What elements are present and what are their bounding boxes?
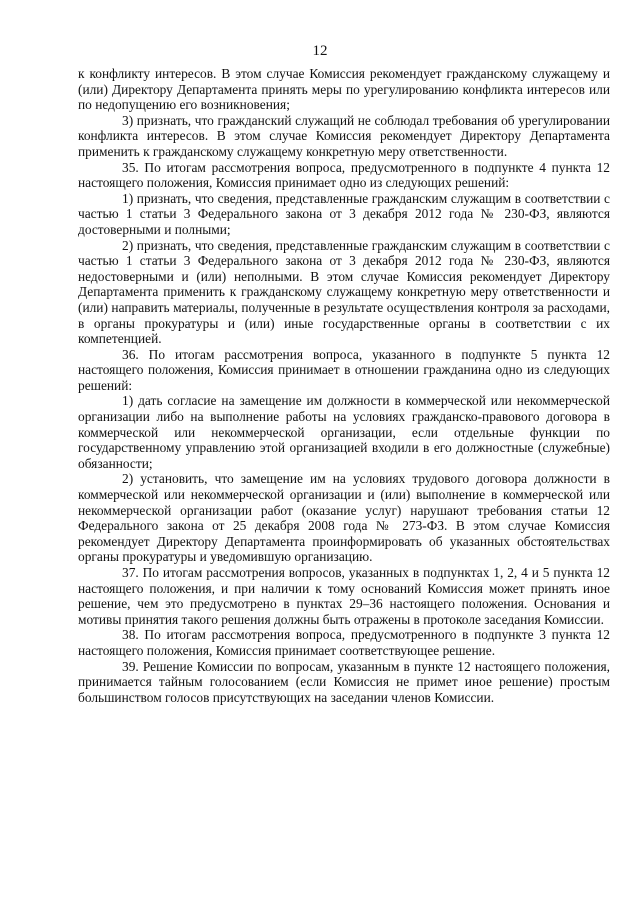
paragraph-continuation: к конфликту интересов. В этом случае Комиссия рекомендует гражданскому служащему и (или) Директору Департамента принять меры по урегулированию конфликта интересов или по недопущению его возникновения; (78, 66, 610, 113)
page-number: 12 (312, 43, 328, 59)
paragraph-36-item-2: 2) установить, что замещение им на условиях трудового договора должности в коммерческой или некоммерческой организации и (или) выполнение в коммерческой или некоммерческой организации работ (оказание услуг) нарушают требования статьи 12 Федерального закона от 25 декабря 2008 года № 273-ФЗ. В этом случае Комиссия рекомендует Директору Департамента проинформировать об указанных обстоятельствах органы прокуратуры и уведомившую организацию. (78, 471, 610, 565)
paragraph-36: 36. По итогам рассмотрения вопроса, указанного в подпункте 5 пункта 12 настоящего положения, Комиссия принимает в отношении гражданина одно из следующих решений: (78, 346, 610, 393)
paragraph-37: 37. По итогам рассмотрения вопросов, указанных в подпунктах 1, 2, 4 и 5 пункта 12 настоящего положения, и при наличии к тому оснований Комиссия может принять иное решение, чем это предусмотрено в пунктах 29–36 настоящего положения. Основания и мотивы принятия такого решения должны быть отражены в протоколе заседания Комиссии. (78, 565, 610, 627)
paragraph-36-item-1: 1) дать согласие на замещение им должности в коммерческой или некоммерческой организации либо на выполнение работы на условиях гражданско-правового договора в коммерческой или некоммерческой организации, если отдельные функции по государственному управлению этой организацией входили в его должностные (служебные) обязанности; (78, 393, 610, 471)
paragraph-35-item-2: 2) признать, что сведения, представленные гражданским служащим в соответствии с частью 1 статьи 3 Федерального закона от 3 декабря 2012 года № 230-ФЗ, являются недостоверными и (или) неполными. В этом случае Комиссия рекомендует Директору Департамента применить к гражданскому служащему конкретную меру ответственности и (или) направить материалы, полученные в результате осуществления контроля за расходами, в органы прокуратуры и (или) иные государственные органы в соответствии с их компетенцией. (78, 237, 610, 347)
paragraph-35: 35. По итогам рассмотрения вопроса, предусмотренного в подпункте 4 пункта 12 настоящего положения, Комиссия принимает одно из следующих решений: (78, 159, 610, 191)
paragraph-35-item-1: 1) признать, что сведения, представленные гражданским служащим в соответствии с частью 1 статьи 3 Федерального закона от 3 декабря 2012 года № 230-ФЗ, являются достоверными и полными; (78, 190, 610, 237)
paragraph-39: 39. Решение Комиссии по вопросам, указанным в пункте 12 настоящего положения, принимается тайным голосованием (если Комиссия не примет иное решение) простым большинством голосов присутствующих на заседании членов Комиссии. (78, 658, 610, 705)
body-text (78, 66, 610, 705)
paragraph-34-item-3: 3) признать, что гражданский служащий не соблюдал требования об урегулировании конфликта интересов. В этом случае Комиссия рекомендует Директору Департамента применить к гражданскому служащему конкретную меру ответственности. (78, 112, 610, 159)
paragraph-38: 38. По итогам рассмотрения вопроса, предусмотренного в подпункте 3 пункта 12 настоящего положения, Комиссия принимает соответствующее решение. (78, 627, 610, 658)
